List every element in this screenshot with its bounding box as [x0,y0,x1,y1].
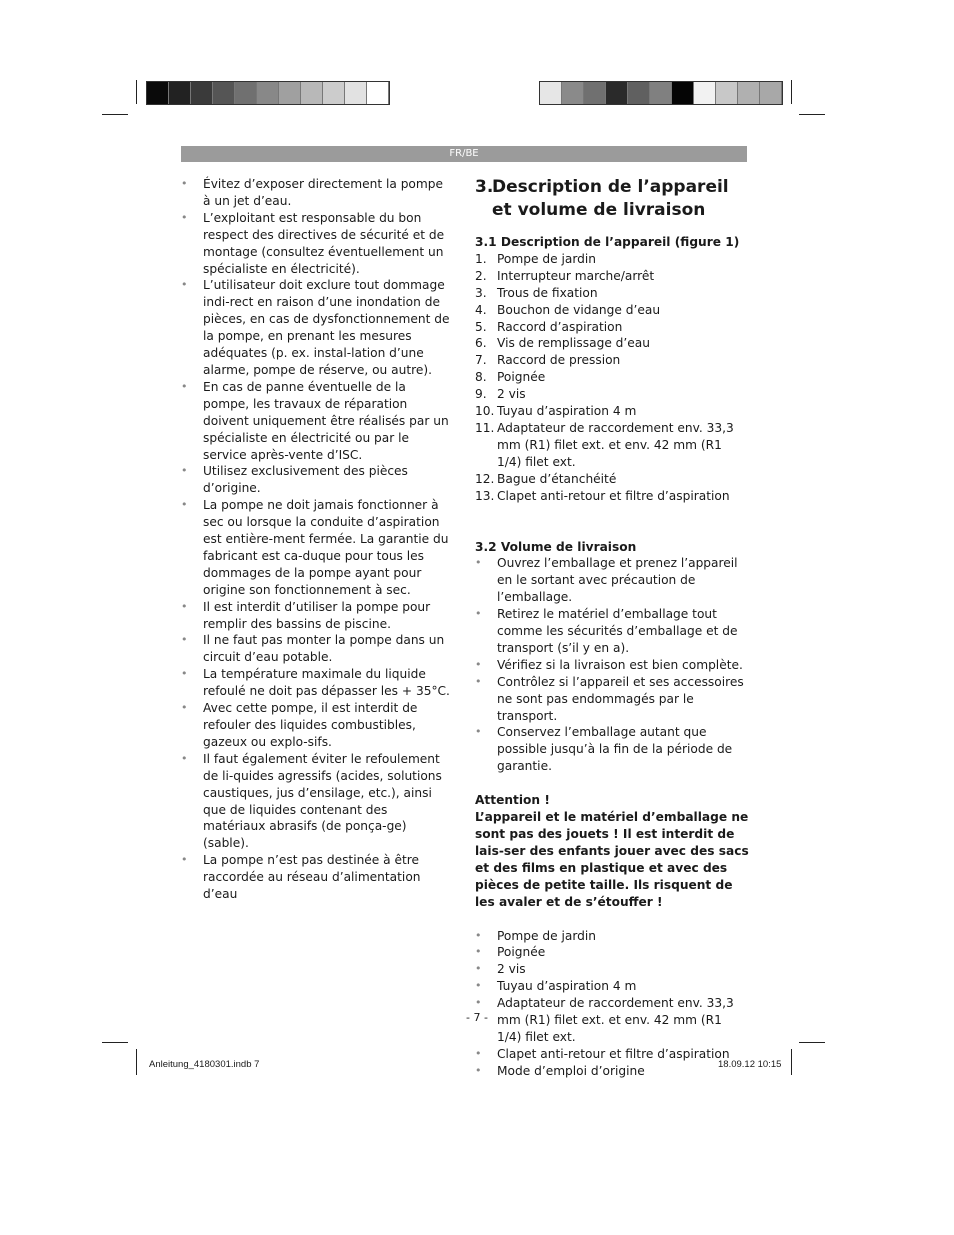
language-header-bar [181,146,747,162]
part-number: 6. [475,336,487,351]
color-swatch [235,82,257,104]
color-swatch [323,82,345,104]
list-item: • Retirez le matériel d’emballage tout comme les sécurités d’emballage et de transport (s’il y en a). [475,606,750,657]
section-number: 3. [475,177,494,197]
section-heading [475,176,750,222]
list-item: • Poignée [475,944,750,961]
part-label: Trous de fixation [497,285,598,300]
list-item: • En cas de panne éventuelle de la pompe, les travaux de réparation doivent uniquement être réalisés par un spécialiste en électricité ou par le service après-vente d’ISC. [181,379,451,464]
color-swatch [738,82,760,104]
part-label: Poignée [497,370,546,385]
part-item [475,268,750,285]
part-number: 9. [475,387,487,402]
part-item [475,403,750,420]
crop-mark [136,1049,137,1075]
list-item: • Conservez l’emballage autant que possible jusqu’à la fin de la période de garantie. [475,724,750,775]
color-swatch [628,82,650,104]
list-item: • L’exploitant est responsable du bon respect des directives de sécurité et de montage (consultez éventuellement un spécialiste en électricité). [181,210,451,278]
crop-mark [102,1042,128,1043]
part-item [475,420,750,471]
part-number: 2. [475,268,487,283]
part-number: 3. [475,285,487,300]
part-label: Adaptateur de raccordement env. 33,3 mm (R1) filet ext. et env. 42 mm (R1 1/4) filet ext. [497,420,734,469]
color-swatch [760,82,782,104]
color-swatch [694,82,716,104]
subsection-title-delivery: 3.2 Volume de livraison [475,539,637,554]
part-number: 4. [475,302,487,317]
part-label: Pompe de jardin [497,251,596,266]
list-item: • Mode d’emploi d’origine [475,1063,750,1080]
part-label: Interrupteur marche/arrêt [497,268,655,283]
list-item: • Vérifiez si la livraison est bien complète. [475,657,750,674]
part-item [475,471,750,488]
part-number: 8. [475,370,487,385]
attention-title: Attention ! [475,793,550,808]
part-number: 7. [475,353,487,368]
crop-mark [102,114,128,115]
delivery-contents-list [475,928,750,1080]
part-label: Bague d’étanchéité [497,471,617,486]
part-label: Raccord d’aspiration [497,319,623,334]
crop-mark [799,114,825,115]
part-label: Clapet anti-retour et filtre d’aspiration [497,488,730,503]
part-item [475,319,750,336]
list-item: • Clapet anti-retour et filtre d’aspiration [475,1046,750,1063]
list-item: • 2 vis [475,961,750,978]
color-swatch [147,82,169,104]
part-label: Tuyau d’aspiration 4 m [497,404,637,419]
file-imprint: Anleitung_4180301.indb 7 [149,1059,260,1070]
section-title: Description de l’appareil et volume de livraison [492,177,729,220]
part-number: 5. [475,319,487,334]
crop-mark [799,1042,825,1043]
part-number: 12. [475,471,495,486]
list-item: • Évitez d’exposer directement la pompe à un jet d’eau. [181,176,451,210]
list-item: • Utilisez exclusivement des pièces d’origine. [181,463,451,497]
part-label: 2 vis [497,387,526,402]
part-label: Vis de remplissage d’eau [497,336,650,351]
color-calibration-bar-right [539,81,783,105]
crop-mark [791,1049,792,1075]
color-swatch [367,82,389,104]
list-item: • L’utilisateur doit exclure tout dommage indi-rect en raison d’une inondation de pièces, en cas de dysfonctionnement de la pompe, en prenant les mesures adéquates (p. ex. instal-lation d’une alarme, pompe de réserve, ou autre). [181,277,451,378]
part-item [475,386,750,403]
delivery-steps-list [475,555,750,775]
list-item: • La température maximale du liquide refoulé ne doit pas dépasser les + 35°C. [181,666,451,700]
color-swatch [540,82,562,104]
color-swatch [650,82,672,104]
language-code: FR/BE [449,148,479,159]
color-swatch [584,82,606,104]
color-swatch [716,82,738,104]
subsection-title-description: 3.1 Description de l’appareil (figure 1) [475,235,740,249]
page-number: - 7 - [466,1011,488,1024]
part-number: 11. [475,420,495,435]
part-label: Bouchon de vidange d’eau [497,302,661,317]
list-item: • Adaptateur de raccordement env. 33,3 mm (R1) filet ext. et env. 42 mm (R1 1/4) filet ext. [475,995,750,1046]
part-item [475,251,750,268]
part-label: Raccord de pression [497,353,621,368]
list-item: • Il est interdit d’utiliser la pompe pour remplir des bassins de piscine. [181,599,451,633]
part-item [475,352,750,369]
list-item: • Ouvrez l’emballage et prenez l’appareil en le sortant avec précaution de l’emballage. [475,555,750,606]
right-column [475,176,750,1080]
part-number: 10. [475,404,495,419]
color-swatch [191,82,213,104]
list-item: • La pompe n’est pas destinée à être raccordée au réseau d’alimentation d’eau [181,852,451,903]
color-swatch [257,82,279,104]
list-item: • Tuyau d’aspiration 4 m [475,978,750,995]
part-item [475,335,750,352]
list-item: • La pompe ne doit jamais fonctionner à sec ou lorsque la conduite d’aspiration est entière-ment fermée. La garantie du fabricant est ca-duque pour tous les dommages de la pompe ayant pour origine son fonctionnement à sec. [181,497,451,598]
list-item: • Il faut également éviter le refoulement de li-quides agressifs (acides, solutions caustiques, jus d’ensilage, etc.), ainsi que de liquides contenant des matériaux abrasifs (de ponça-ge) (sable). [181,751,451,852]
color-swatch [279,82,301,104]
part-item [475,302,750,319]
color-swatch [169,82,191,104]
list-item: • Pompe de jardin [475,928,750,945]
list-item: • Contrôlez si l’appareil et ses accessoires ne sont pas endommagés par le transport. [475,674,750,725]
color-calibration-bar-left [146,81,390,105]
color-swatch [301,82,323,104]
color-swatch [562,82,584,104]
date-imprint: 18.09.12 10:15 [718,1059,782,1070]
safety-bullet-list [181,176,451,903]
part-item [475,369,750,386]
list-item: • Avec cette pompe, il est interdit de refouler des liquides combustibles, gazeux ou explo-sifs. [181,700,451,751]
crop-mark [791,80,792,104]
parts-list [475,251,750,505]
attention-text: L’appareil et le matériel d’emballage ne sont pas des jouets ! Il est interdit de lais-ser des enfants jouer avec des sacs et des films en plastique et avec des pièces de petite taille. Ils risquent de les avaler et de s’étouffer ! [475,810,749,909]
part-item [475,488,750,505]
part-item [475,285,750,302]
part-number: 1. [475,251,487,266]
color-swatch [213,82,235,104]
color-swatch [606,82,628,104]
left-column [181,176,451,903]
color-swatch [672,82,694,104]
crop-mark [136,80,137,104]
color-swatch [345,82,367,104]
part-number: 13. [475,488,495,503]
list-item: • Il ne faut pas monter la pompe dans un circuit d’eau potable. [181,632,451,666]
